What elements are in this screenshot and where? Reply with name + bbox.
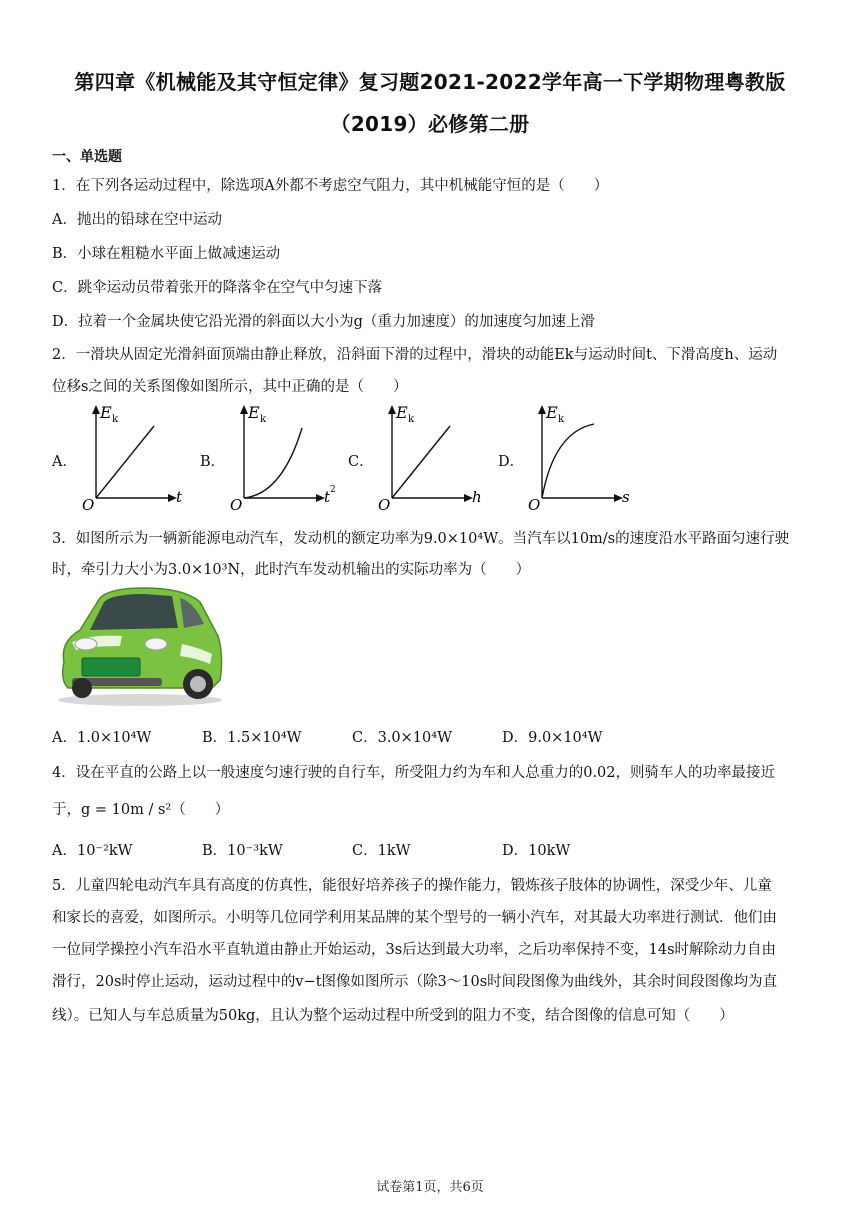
y-axis-label-sub: k <box>260 414 267 425</box>
q5-line-2: 和家长的喜爱，如图所示。小明等几位同学利用某品牌的某个型号的一辆小汽车，对其最大功率进行测试．他们由 <box>52 910 777 926</box>
ek-curve <box>392 426 450 498</box>
q2-graph-letter: B． <box>200 454 226 470</box>
q2-graph-a <box>52 402 192 512</box>
q2-graph-letter: D． <box>498 454 525 470</box>
q1-stem: 1．在下列各运动过程中，除选项A外都不考虑空气阻力，其中机械能守恒的是（ ） <box>52 178 609 194</box>
q3-stem-line2: 时，牵引力大小为3.0×10³N，此时汽车发动机输出的实际功率为（ ） <box>52 562 531 578</box>
q5-line-1: 5．儿童四轮电动汽车具有高度的仿真性，能很好培养孩子的操作能力，锻炼孩子肢体的协调性，深受少年、儿童 <box>52 878 772 894</box>
q4-stem-line2: 于，g = 10m / s²（ ） <box>52 802 230 818</box>
q4-option-a: A．10⁻²kW <box>52 843 133 859</box>
y-axis-arrow <box>92 405 100 414</box>
q2-graph-row <box>52 402 652 512</box>
electric-car-image <box>52 584 227 709</box>
q3-option-a: A．1.0×10⁴W <box>52 730 152 746</box>
q1-option-b: B．小球在粗糙水平面上做减速运动 <box>52 246 281 262</box>
y-axis-label-sub: k <box>408 414 415 425</box>
y-axis-label-sub: k <box>112 414 119 425</box>
y-axis-arrow <box>538 405 546 414</box>
q2-graph-d <box>498 402 638 512</box>
q2-graph-plot <box>226 402 336 512</box>
y-axis-label: E <box>100 403 112 422</box>
q1-option-c: C．跳伞运动员带着张开的降落伞在空气中匀速下落 <box>52 280 383 296</box>
q3-options <box>52 726 812 747</box>
q4-stem-line1: 4．设在平直的公路上以一般速度匀速行驶的自行车，所受阻力约为车和人总重力的0.02，则骑车人的功率最接近 <box>52 765 776 781</box>
origin-label: O <box>528 496 541 512</box>
y-axis-label: E <box>546 403 558 422</box>
q2-stem-line2: 位移s之间的关系图像如图所示，其中正确的是（ ） <box>52 379 408 395</box>
x-axis-label: t <box>176 488 183 506</box>
q3-stem-line1: 3．如图所示为一辆新能源电动汽车，发动机的额定功率为9.0×10⁴W。当汽车以10m/s的速度沿水平路面匀速行驶 <box>52 531 790 547</box>
y-axis-label: E <box>248 403 260 422</box>
page-footer: 试卷第1页，共6页 <box>376 1180 484 1195</box>
origin-label: O <box>378 496 391 512</box>
q4-option-c: C．1kW <box>352 843 411 859</box>
q2-graph-plot <box>374 402 484 512</box>
q2-graph-c <box>348 402 488 512</box>
origin-label: O <box>230 496 243 512</box>
page-title-line1: 第四章《机械能及其守恒定律》复习题2021-2022学年高一下学期物理粤教版 <box>74 70 786 94</box>
ek-curve <box>244 428 302 498</box>
q1-option-a: A．抛出的铅球在空中运动 <box>52 212 222 228</box>
q3-option-c: C．3.0×10⁴W <box>352 730 452 746</box>
ek-curve <box>542 424 594 498</box>
section-heading: 一、单选题 <box>52 149 122 165</box>
x-axis-label: t <box>324 488 331 506</box>
q2-graph-letter: C． <box>348 454 374 470</box>
origin-label: O <box>82 496 95 512</box>
q3-option-b: B．1.5×10⁴W <box>202 730 302 746</box>
q5-line-4: 滑行，20s时停止运动，运动过程中的v−t图像如图所示（除3～10s时间段图像为曲线外，其余时间段图像均为直 <box>52 974 778 990</box>
q5-line-5: 线）。已知人与车总质量为50kg，且认为整个运动过程中所受到的阻力不变，结合图像的信息可知（ ） <box>52 1008 734 1024</box>
y-axis-arrow <box>240 405 248 414</box>
page-title-line2: （2019）必修第二册 <box>330 112 530 136</box>
x-axis-label: h <box>472 488 482 506</box>
x-axis-label-sup: 2 <box>330 485 336 495</box>
y-axis-arrow <box>388 405 396 414</box>
y-axis-label-sub: k <box>558 414 565 425</box>
q2-graph-letter: A． <box>52 454 77 470</box>
q4-option-d: D．10kW <box>502 843 571 859</box>
q2-graph-plot <box>78 402 188 512</box>
q3-option-d: D．9.0×10⁴W <box>502 730 603 746</box>
q4-option-b: B．10⁻³kW <box>202 843 283 859</box>
q2-graph-b <box>200 402 340 512</box>
q4-options <box>52 839 812 860</box>
x-axis-label: s <box>622 488 630 506</box>
ek-curve <box>96 426 154 498</box>
q1-option-d: D．拉着一个金属块使它沿光滑的斜面以大小为g（重力加速度）的加速度匀加速上滑 <box>52 314 595 330</box>
q2-graph-plot <box>524 402 634 512</box>
q5-line-3: 一位同学操控小汽车沿水平直轨道由静止开始运动，3s后达到最大功率，之后功率保持不变，14s时解除动力自由 <box>52 942 777 958</box>
y-axis-label: E <box>396 403 408 422</box>
q2-stem-line1: 2．一滑块从固定光滑斜面顶端由静止释放，沿斜面下滑的过程中，滑块的动能Ek与运动时间t、下滑高度h、运动 <box>52 347 778 363</box>
